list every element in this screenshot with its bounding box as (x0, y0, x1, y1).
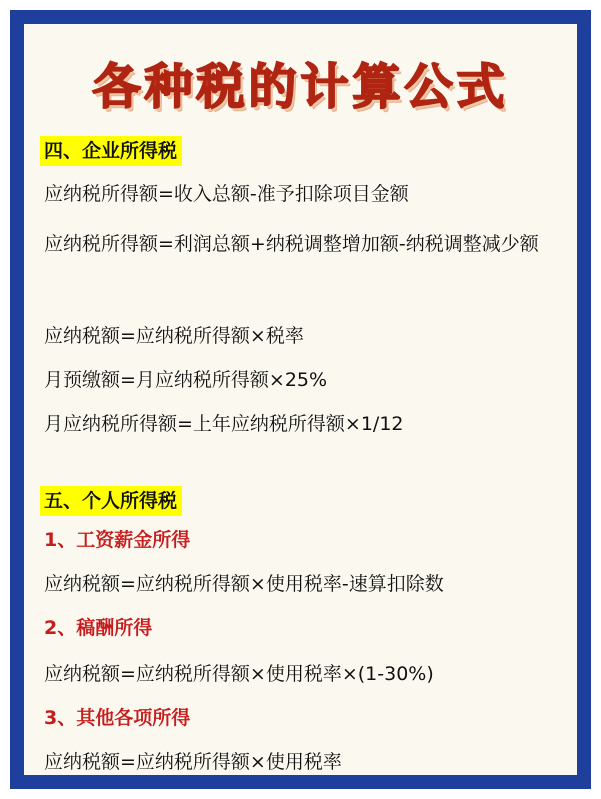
formula-line: 应纳税所得额=利润总额+纳税调整增加额-纳税调整减少额 (44, 233, 539, 255)
section-heading-label: 四、企业所得税 (40, 136, 182, 166)
page-content (24, 24, 577, 775)
subheading-royalties: 2、稿酬所得 (44, 617, 153, 639)
section-heading-label: 五、个人所得税 (40, 486, 182, 516)
formula-line: 月预缴额=月应纳税所得额×25% (44, 369, 328, 391)
page-title: 各种税的计算公式 (92, 59, 509, 115)
formula-line: 应纳税额=应纳税所得额×使用税率-速算扣除数 (44, 573, 444, 595)
section-heading-corporate-tax (44, 136, 563, 166)
formula-line: 月应纳税所得额=上年应纳税所得额×1/12 (44, 413, 404, 435)
formula-line: 应纳税额=应纳税所得额×税率 (44, 325, 304, 347)
formula-line: 应纳税所得额=收入总额-准予扣除项目金额 (44, 183, 409, 205)
formula-line: 应纳税额=应纳税所得额×使用税率×(1-30%) (44, 663, 434, 685)
subheading-other-income: 3、其他各项所得 (44, 707, 191, 729)
page-border (10, 10, 591, 789)
subheading-wages: 1、工资薪金所得 (44, 529, 191, 551)
section-heading-personal-tax (44, 486, 563, 516)
formula-line: 应纳税额=应纳税所得额×使用税率 (44, 751, 342, 773)
